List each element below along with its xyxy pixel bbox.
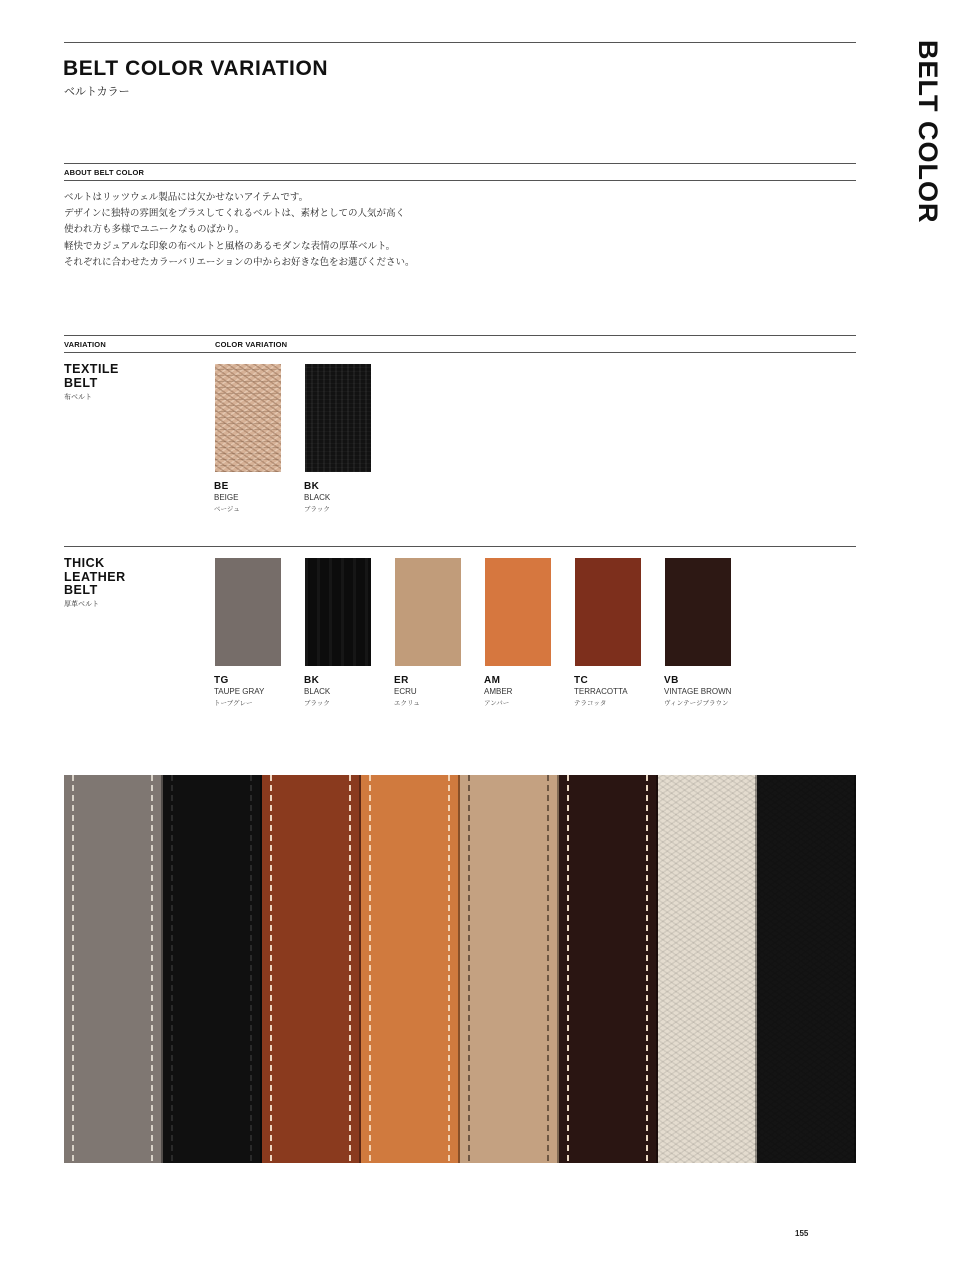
table-top-rule bbox=[64, 335, 856, 336]
page-number: 155 bbox=[795, 1229, 809, 1238]
belt-strip bbox=[262, 775, 361, 1163]
swatch-textile-be bbox=[215, 364, 281, 472]
color-name-en: BLACK bbox=[304, 687, 331, 696]
variation-name-line: TEXTILE bbox=[64, 362, 119, 376]
color-name-en: BEIGE bbox=[214, 493, 239, 502]
color-name-jp: ブラック bbox=[304, 700, 330, 707]
belt-strip bbox=[64, 775, 163, 1163]
variation-name-line: BELT bbox=[64, 375, 98, 390]
about-line: 軽快でカジュアルな印象の布ベルトと風格のあるモダンな表情の厚革ベルト。 bbox=[64, 240, 396, 252]
variation-column-header: VARIATION bbox=[64, 340, 106, 349]
swatch-leather-vb bbox=[665, 558, 731, 666]
variation-name-line: THICK bbox=[64, 556, 105, 570]
about-top-rule bbox=[64, 163, 856, 164]
belt-strip bbox=[361, 775, 460, 1163]
color-code: VB bbox=[664, 675, 679, 686]
swatch-textile-bk bbox=[305, 364, 371, 472]
belt-strip bbox=[757, 775, 856, 1163]
color-code: ER bbox=[394, 675, 409, 686]
side-title: BELT COLOR bbox=[913, 40, 943, 224]
color-name-jp: ヴィンテージブラウン bbox=[664, 700, 729, 707]
color-name-en: AMBER bbox=[484, 687, 513, 696]
page-subtitle: ベルトカラー bbox=[64, 86, 130, 98]
color-name-jp: トーブグレー bbox=[214, 700, 253, 707]
swatch-leather-bk bbox=[305, 558, 371, 666]
variation-jp-leather: 厚革ベルト bbox=[64, 601, 99, 608]
belt-photo bbox=[64, 775, 856, 1163]
color-code: BK bbox=[304, 675, 320, 686]
swatch-leather-tc bbox=[575, 558, 641, 666]
color-name-jp: ブラック bbox=[304, 506, 330, 513]
color-name-jp: テラコッタ bbox=[574, 700, 607, 707]
swatch-leather-tg bbox=[215, 558, 281, 666]
variation-name-leather bbox=[64, 557, 126, 598]
color-name-en: ECRU bbox=[394, 687, 417, 696]
table-header-rule bbox=[64, 352, 856, 353]
about-line: ベルトはリッツウェル製品には欠かせないアイテムです。 bbox=[64, 192, 309, 203]
variation-name-line: BELT bbox=[64, 583, 98, 597]
belt-strip bbox=[658, 775, 757, 1163]
page-title: BELT COLOR VARIATION bbox=[63, 57, 329, 80]
belt-strip bbox=[460, 775, 559, 1163]
about-line: それぞれに合わせたカラーバリエーションの中からお好きな色をお選びください。 bbox=[64, 256, 415, 268]
color-code: BK bbox=[304, 481, 320, 492]
color-name-jp: アンバー bbox=[484, 700, 510, 707]
belt-strip bbox=[163, 775, 262, 1163]
variation-jp-textile: 布ベルト bbox=[64, 394, 92, 401]
swatch-leather-er bbox=[395, 558, 461, 666]
about-label: ABOUT BELT COLOR bbox=[64, 168, 145, 177]
color-code: BE bbox=[214, 481, 229, 492]
about-line: デザインに独特の雰囲気をプラスしてくれるベルトは、素材としての人気が高く bbox=[64, 208, 406, 220]
about-text bbox=[64, 190, 414, 271]
color-code: TC bbox=[574, 675, 589, 686]
swatch-leather-am bbox=[485, 558, 551, 666]
color-name-en: TERRACOTTA bbox=[574, 687, 628, 696]
color-name-en: TAUPE GRAY bbox=[214, 687, 265, 696]
color-column-header: COLOR VARIATION bbox=[215, 340, 288, 349]
variation-name-line: LEATHER bbox=[64, 569, 126, 584]
color-name-en: BLACK bbox=[304, 493, 331, 502]
top-rule bbox=[64, 42, 856, 43]
color-name-jp: エクリュ bbox=[394, 700, 420, 707]
belt-strip bbox=[559, 775, 658, 1163]
row-divider bbox=[64, 546, 856, 547]
color-code: TG bbox=[214, 675, 229, 686]
about-line: 使われ方も多様でユニークなものばかり。 bbox=[64, 224, 245, 236]
variation-name-textile bbox=[64, 363, 119, 390]
color-name-jp: ベージュ bbox=[214, 506, 240, 513]
color-name-en: VINTAGE BROWN bbox=[664, 687, 732, 696]
color-code: AM bbox=[484, 675, 501, 686]
about-bottom-rule bbox=[64, 180, 856, 181]
